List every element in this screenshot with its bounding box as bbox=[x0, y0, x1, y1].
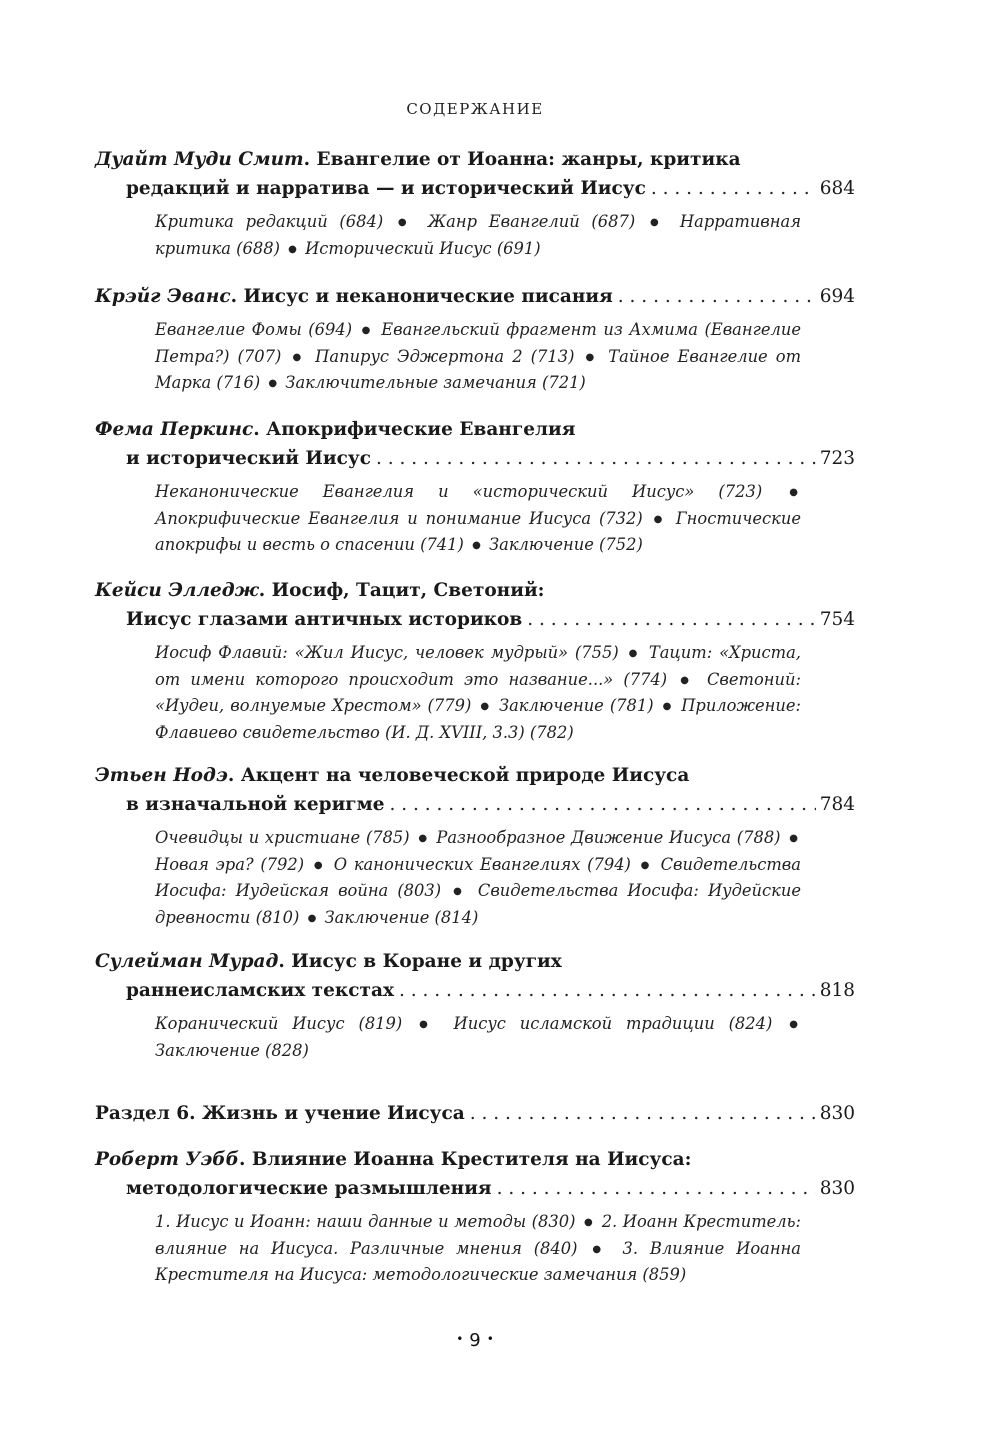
entry-author: Сулейман Мурад bbox=[95, 951, 279, 972]
subsection-list bbox=[155, 317, 801, 397]
folio-number: 9 bbox=[469, 1330, 481, 1351]
subsection-item: Светоний: «Иудеи, волнуемые Хрестом» (779) bbox=[155, 669, 801, 716]
subsection-item: Заключение (814) bbox=[324, 907, 479, 927]
toc-entry bbox=[95, 415, 855, 559]
subsection-item: Папирус Эджертона 2 (713) bbox=[315, 346, 575, 366]
subsection-item: О канонических Евангелиях (794) bbox=[333, 854, 631, 874]
subsection-list bbox=[155, 1011, 801, 1063]
dot-leader bbox=[651, 174, 816, 203]
section-title: Раздел 6. Жизнь и учение Иисуса bbox=[95, 1103, 465, 1124]
subsection-item: Неканонические Евангелия и «исторический Иисус» (723) bbox=[155, 482, 763, 501]
entry-title: . Иисус в Коране и других bbox=[278, 951, 562, 972]
bullet-separator: ● bbox=[680, 674, 694, 686]
subsection-item: Евангелие Фомы (694) bbox=[155, 320, 353, 339]
subsection-item: 2. Иоанн Креститель: влияние на Иисуса. Различные мнения (840) bbox=[155, 1212, 801, 1258]
entry-author: Кейси Элледж bbox=[95, 580, 259, 601]
subsection-list bbox=[155, 479, 801, 559]
subsection-list bbox=[155, 640, 801, 745]
subsection-item: Иосиф Флавий: «Жил Иисус, человек мудрый» (755) bbox=[155, 643, 619, 662]
entry-title: . Иосиф, Тацит, Светоний: bbox=[258, 580, 545, 601]
entry-author: Дуайт Муди Смит bbox=[95, 149, 304, 170]
page-number: 830 bbox=[819, 1178, 855, 1199]
subsection-item: Евангельский фрагмент из Ахмима (Евангелие Петра?) (707) bbox=[155, 320, 801, 366]
page-number: 784 bbox=[819, 794, 855, 815]
entry-title: раннеисламских текстах bbox=[126, 980, 395, 1001]
entry-author: Этьен Нодэ bbox=[95, 765, 228, 786]
folio-dot: • bbox=[486, 1332, 494, 1346]
page-folio bbox=[95, 1330, 855, 1351]
bullet-separator: ● bbox=[789, 487, 798, 498]
entry-author: Роберт Уэбб bbox=[95, 1149, 239, 1170]
page-number: 694 bbox=[819, 286, 855, 307]
entry-title: в изначальной керигме bbox=[126, 794, 385, 815]
bullet-separator: ● bbox=[307, 912, 317, 924]
bullet-separator: ● bbox=[584, 1217, 594, 1228]
bullet-separator: ● bbox=[418, 833, 428, 844]
subsection-item: Иисус исламской традиции (824) bbox=[453, 1014, 773, 1033]
entry-title: редакций и нарратива — и исторический Иисус bbox=[126, 178, 646, 199]
bullet-separator: ● bbox=[585, 351, 598, 363]
subsection-item: Разнообразное Движение Иисуса (788) bbox=[436, 828, 781, 847]
dot-leader bbox=[470, 1099, 816, 1128]
subsection-item: Тацит: «Христа, от имени которого происходит это название...» (774) bbox=[155, 643, 801, 689]
dot-leader bbox=[618, 282, 816, 311]
bullet-separator: ● bbox=[472, 540, 481, 552]
page-number: 754 bbox=[819, 609, 855, 630]
bullet-separator: ● bbox=[288, 243, 297, 255]
subsection-list bbox=[155, 1209, 801, 1288]
bullet-separator: ● bbox=[453, 886, 466, 898]
bullet-separator: ● bbox=[419, 1019, 437, 1030]
entry-title: . Влияние Иоанна Крестителя на Иисуса: bbox=[239, 1149, 692, 1170]
dot-leader bbox=[497, 1174, 816, 1203]
toc-entry bbox=[95, 1145, 855, 1288]
subsection-item: Приложение: Флавиево свидетельство (И. Д. XVIII, 3.3) (782) bbox=[155, 696, 801, 742]
entry-title: . Евангелие от Иоанна: жанры, критика bbox=[303, 149, 741, 170]
subsection-item: Критика редакций (684) bbox=[155, 212, 384, 231]
dot-leader bbox=[390, 790, 816, 819]
bullet-separator: ● bbox=[268, 378, 278, 390]
folio-dot: • bbox=[456, 1332, 464, 1346]
bullet-separator: ● bbox=[480, 701, 490, 713]
subsection-item: Коранический Иисус (819) bbox=[155, 1014, 403, 1033]
bullet-separator: ● bbox=[313, 859, 325, 871]
dot-leader bbox=[527, 605, 815, 634]
entry-title: и исторический Иисус bbox=[126, 448, 371, 469]
subsection-item: 3. Влияние Иоанна Крестителя на Иисуса: методологические замечания (859) bbox=[155, 1238, 801, 1285]
bullet-separator: ● bbox=[628, 648, 639, 659]
subsection-item: Очевидцы и христиане (785) bbox=[155, 828, 410, 847]
subsection-item: Заключение (752) bbox=[488, 535, 643, 555]
toc-entry bbox=[95, 282, 855, 397]
section-heading bbox=[95, 1099, 855, 1128]
bullet-separator: ● bbox=[789, 833, 798, 844]
subsection-item: Заключение (781) bbox=[498, 696, 654, 716]
toc-page bbox=[95, 0, 855, 1447]
entry-author: Фема Перкинс bbox=[95, 419, 254, 440]
toc-entry bbox=[95, 947, 855, 1063]
bullet-separator: ● bbox=[649, 217, 666, 228]
subsection-item: Нарративная критика (688) bbox=[155, 212, 801, 258]
bullet-separator: ● bbox=[653, 513, 666, 525]
dot-leader bbox=[376, 444, 816, 473]
subsection-item: Заключительные замечания (721) bbox=[285, 373, 586, 393]
subsection-item: Апокрифические Евангелия и понимание Иисуса (732) bbox=[155, 508, 643, 528]
page-number: 830 bbox=[819, 1103, 855, 1124]
toc-entry bbox=[95, 145, 855, 262]
entry-title: . Иисус и неканонические писания bbox=[230, 286, 613, 307]
subsection-item: Жанр Евангелий (687) bbox=[427, 212, 636, 231]
subsection-item: Новая эра? (792) bbox=[155, 854, 305, 874]
bullet-separator: ● bbox=[640, 859, 651, 871]
page-number: 684 bbox=[819, 178, 855, 199]
bullet-separator: ● bbox=[789, 1019, 798, 1030]
bullet-separator: ● bbox=[592, 1243, 608, 1255]
subsection-item: Свидетельства Иосифа: Иудейская война (803) bbox=[155, 854, 801, 901]
entry-title: . Акцент на человеческой природе Иисуса bbox=[227, 765, 690, 786]
subsection-item: Исторический Иисус (691) bbox=[305, 238, 541, 258]
subsection-list bbox=[155, 209, 801, 262]
subsection-item: Свидетельства Иосифа: Иудейские древности (810) bbox=[155, 881, 801, 927]
dot-leader bbox=[399, 976, 816, 1005]
page-number: 818 bbox=[819, 980, 855, 1001]
bullet-separator: ● bbox=[292, 351, 305, 363]
page-header: СОДЕРЖАНИЕ bbox=[406, 100, 544, 118]
entry-author: Крэйг Эванс bbox=[95, 286, 231, 307]
bullet-separator: ● bbox=[361, 325, 372, 336]
bullet-separator: ● bbox=[662, 701, 673, 713]
toc-entry bbox=[95, 576, 855, 745]
subsection-item: 1. Иисус и Иоанн: наши данные и методы (830) bbox=[155, 1212, 576, 1231]
subsection-list bbox=[155, 825, 801, 931]
entry-title: . Апокрифические Евангелия bbox=[253, 419, 576, 440]
bullet-separator: ● bbox=[397, 217, 414, 228]
subsection-item: Заключение (828) bbox=[155, 1040, 309, 1060]
entry-title: методологические размышления bbox=[126, 1178, 492, 1199]
subsection-item: Тайное Евангелие от Марка (716) bbox=[155, 346, 802, 393]
page-number: 723 bbox=[819, 448, 855, 469]
entry-title: Иисус глазами античных историков bbox=[126, 609, 523, 630]
subsection-item: Гностические апокрифы и весть о спасении (741) bbox=[155, 508, 801, 555]
toc-entry bbox=[95, 761, 855, 931]
